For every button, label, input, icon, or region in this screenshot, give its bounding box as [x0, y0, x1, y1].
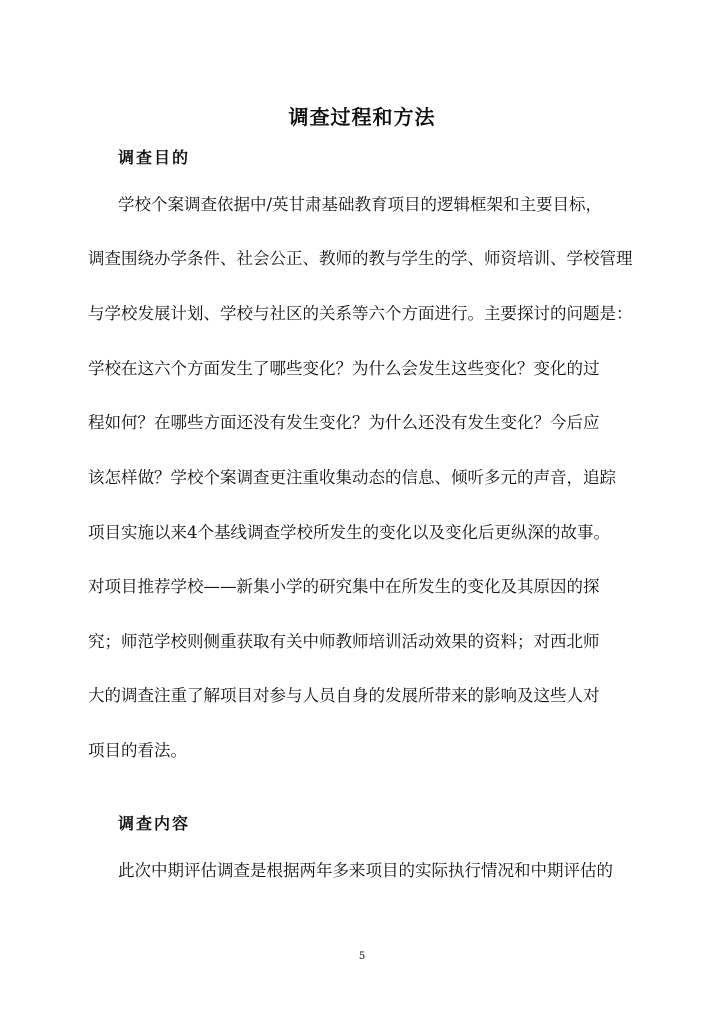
- body-line: 项目的看法。: [88, 741, 187, 760]
- body-line: 调查围绕办学条件、社会公正、教师的教与学生的学、师资培训、学校管理: [88, 249, 633, 268]
- section-heading-content: 调查内容: [118, 814, 191, 833]
- body-line: 程如何？在哪些方面还没有发生变化？为什么还没有发生变化？今后应: [88, 413, 600, 432]
- body-line: 学校个案调查依据中/英甘肃基础教育项目的逻辑框架和主要目标，: [118, 195, 603, 214]
- body-line: 对项目推荐学校——新集小学的研究集中在所发生的变化及其原因的探: [88, 577, 600, 596]
- body-line: 学校在这六个方面发生了哪些变化？为什么会发生这些变化？变化的过: [88, 359, 600, 378]
- body-line: 项目实施以来4个基线调查学校所发生的变化以及变化后更纵深的故事。: [88, 523, 610, 542]
- page-title: 调查过程和方法: [288, 105, 436, 129]
- body-line: 究；师范学校则侧重获取有关中师教师培训活动效果的资料；对西北师: [88, 632, 600, 651]
- section-heading-purpose: 调查目的: [118, 148, 191, 167]
- body-line: 此次中期评估调查是根据两年多来项目的实际执行情况和中期评估的: [118, 861, 613, 880]
- body-line: 该怎样做？学校个案调查更注重收集动态的信息、倾听多元的声音，追踪: [88, 468, 616, 487]
- body-line: 大的调查注重了解项目对参与人员自身的发展所带来的影响及这些人对: [88, 686, 600, 705]
- body-line: 与学校发展计划、学校与社区的关系等六个方面进行。主要探讨的问题是：: [88, 304, 633, 323]
- page-number: 5: [358, 951, 366, 962]
